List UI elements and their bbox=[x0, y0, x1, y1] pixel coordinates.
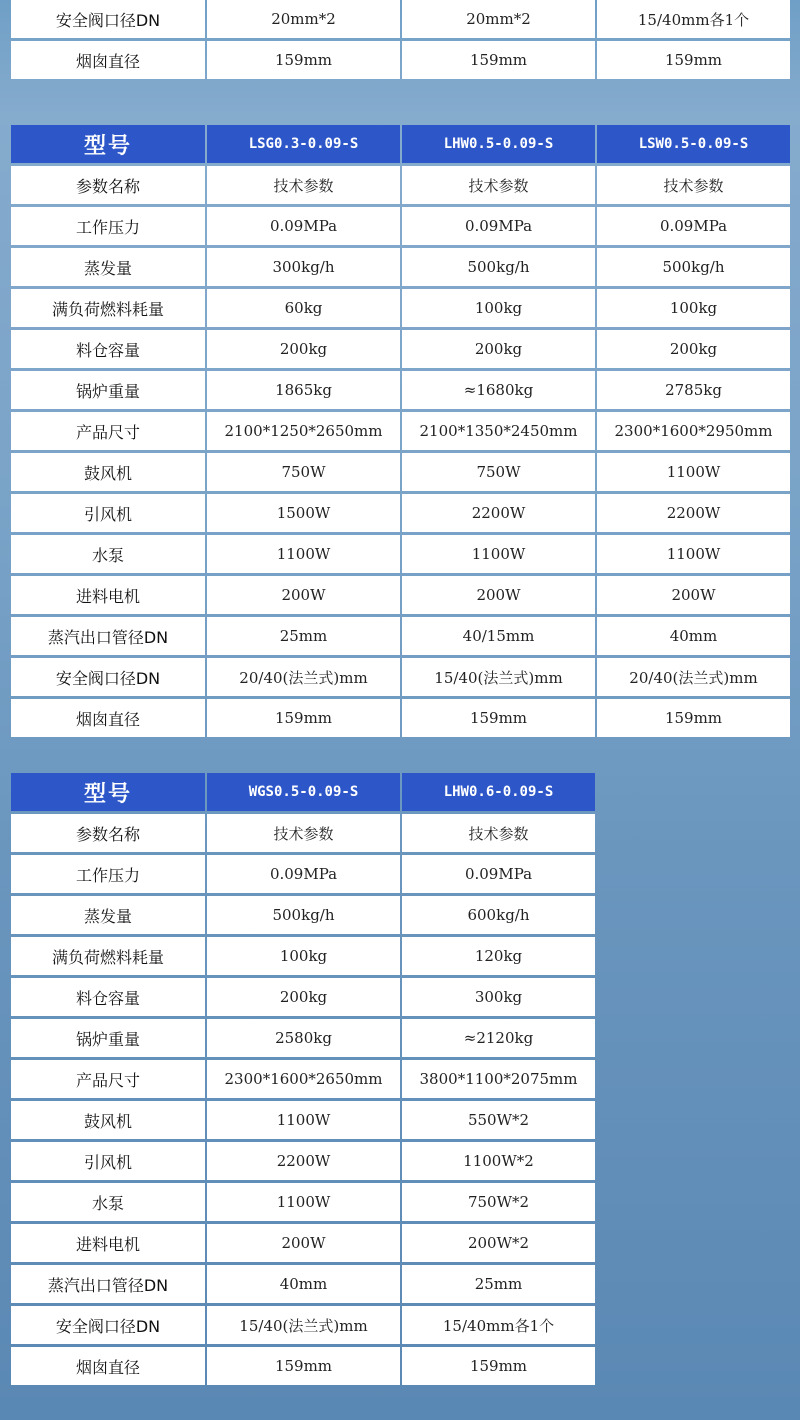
spec-table-top-partial bbox=[9, 0, 792, 82]
param-value: 159mm bbox=[597, 699, 790, 737]
param-value: 技术参数 bbox=[207, 166, 400, 204]
param-value: 1500W bbox=[207, 494, 400, 532]
param-label: 安全阀口径DN bbox=[11, 658, 205, 696]
param-label: 产品尺寸 bbox=[11, 1060, 205, 1098]
table-row bbox=[11, 166, 790, 204]
param-label: 蒸汽出口管径DN bbox=[11, 617, 205, 655]
param-value: 2580kg bbox=[207, 1019, 400, 1057]
param-label: 进料电机 bbox=[11, 1224, 205, 1262]
param-value: 100kg bbox=[597, 289, 790, 327]
param-label: 工作压力 bbox=[11, 855, 205, 893]
table-row bbox=[11, 699, 790, 737]
table-row bbox=[11, 412, 790, 450]
table-row bbox=[11, 1142, 595, 1180]
table-row bbox=[11, 41, 790, 79]
param-value: 15/40mm各1个 bbox=[597, 0, 790, 38]
param-label: 蒸汽出口管径DN bbox=[11, 1265, 205, 1303]
param-value: 100kg bbox=[207, 937, 400, 975]
param-value: 3800*1100*2075mm bbox=[402, 1060, 595, 1098]
param-value: 200W bbox=[207, 1224, 400, 1262]
param-value: 25mm bbox=[402, 1265, 595, 1303]
table-row bbox=[11, 855, 595, 893]
param-label: 引风机 bbox=[11, 1142, 205, 1180]
param-label: 引风机 bbox=[11, 494, 205, 532]
param-value: 15/40(法兰式)mm bbox=[402, 658, 595, 696]
spec-table-1 bbox=[9, 122, 792, 740]
param-label: 锅炉重量 bbox=[11, 1019, 205, 1057]
param-value: ≈1680kg bbox=[402, 371, 595, 409]
param-value: 750W*2 bbox=[402, 1183, 595, 1221]
param-value: 40/15mm bbox=[402, 617, 595, 655]
table-row bbox=[11, 1265, 595, 1303]
table-row bbox=[11, 1019, 595, 1057]
param-value: 550W*2 bbox=[402, 1101, 595, 1139]
param-value: 750W bbox=[402, 453, 595, 491]
param-label: 产品尺寸 bbox=[11, 412, 205, 450]
param-value: 200W bbox=[402, 576, 595, 614]
table-row bbox=[11, 453, 790, 491]
table-body bbox=[11, 0, 790, 79]
param-label: 烟囱直径 bbox=[11, 41, 205, 79]
table-row bbox=[11, 978, 595, 1016]
param-label: 鼓风机 bbox=[11, 1101, 205, 1139]
param-value: 159mm bbox=[207, 1347, 400, 1385]
param-value: 20mm*2 bbox=[402, 0, 595, 38]
param-value: 500kg/h bbox=[597, 248, 790, 286]
param-label: 满负荷燃料耗量 bbox=[11, 937, 205, 975]
table-row bbox=[11, 1347, 595, 1385]
table-row bbox=[11, 535, 790, 573]
table-row bbox=[11, 937, 595, 975]
param-label: 蒸发量 bbox=[11, 896, 205, 934]
table-row bbox=[11, 617, 790, 655]
param-value: 0.09MPa bbox=[402, 855, 595, 893]
param-value: 15/40(法兰式)mm bbox=[207, 1306, 400, 1344]
param-value: 300kg bbox=[402, 978, 595, 1016]
param-value: 159mm bbox=[207, 699, 400, 737]
param-value: 1100W bbox=[402, 535, 595, 573]
param-label: 水泵 bbox=[11, 1183, 205, 1221]
param-value: 40mm bbox=[207, 1265, 400, 1303]
table-row bbox=[11, 494, 790, 532]
param-value: 15/40mm各1个 bbox=[402, 1306, 595, 1344]
param-label: 蒸发量 bbox=[11, 248, 205, 286]
model-name: LSG0.3-0.09-S bbox=[207, 125, 400, 163]
param-label: 工作压力 bbox=[11, 207, 205, 245]
param-label: 安全阀口径DN bbox=[11, 1306, 205, 1344]
param-value: 技术参数 bbox=[402, 814, 595, 852]
param-value: 2200W bbox=[597, 494, 790, 532]
param-value: 25mm bbox=[207, 617, 400, 655]
param-value: 1100W*2 bbox=[402, 1142, 595, 1180]
table-row bbox=[11, 1183, 595, 1221]
model-name: LHW0.5-0.09-S bbox=[402, 125, 595, 163]
param-value: 1865kg bbox=[207, 371, 400, 409]
param-value: 2200W bbox=[402, 494, 595, 532]
table-header-row bbox=[11, 125, 790, 163]
table-row bbox=[11, 207, 790, 245]
table-row bbox=[11, 330, 790, 368]
param-value: 2200W bbox=[207, 1142, 400, 1180]
param-value: 40mm bbox=[597, 617, 790, 655]
table-row bbox=[11, 0, 790, 38]
spec-table-2 bbox=[9, 770, 597, 1388]
param-label: 烟囱直径 bbox=[11, 1347, 205, 1385]
table-body bbox=[11, 773, 595, 1385]
table-row bbox=[11, 1224, 595, 1262]
table-row bbox=[11, 248, 790, 286]
param-value: 159mm bbox=[402, 41, 595, 79]
param-label: 水泵 bbox=[11, 535, 205, 573]
param-value: 1100W bbox=[597, 453, 790, 491]
param-value: 750W bbox=[207, 453, 400, 491]
param-value: 159mm bbox=[597, 41, 790, 79]
param-value: 技术参数 bbox=[597, 166, 790, 204]
param-value: 1100W bbox=[207, 535, 400, 573]
table-row bbox=[11, 814, 595, 852]
param-value: 1100W bbox=[597, 535, 790, 573]
model-header-label: 型号 bbox=[11, 773, 205, 811]
param-value: 20/40(法兰式)mm bbox=[207, 658, 400, 696]
param-value: 2300*1600*2950mm bbox=[597, 412, 790, 450]
param-label: 参数名称 bbox=[11, 166, 205, 204]
param-value: 1100W bbox=[207, 1183, 400, 1221]
param-value: 20mm*2 bbox=[207, 0, 400, 38]
param-value: 159mm bbox=[402, 699, 595, 737]
param-value: 200W bbox=[207, 576, 400, 614]
param-label: 料仓容量 bbox=[11, 330, 205, 368]
param-value: ≈2120kg bbox=[402, 1019, 595, 1057]
model-header-label: 型号 bbox=[11, 125, 205, 163]
param-value: 1100W bbox=[207, 1101, 400, 1139]
param-value: 100kg bbox=[402, 289, 595, 327]
param-label: 参数名称 bbox=[11, 814, 205, 852]
param-value: 500kg/h bbox=[402, 248, 595, 286]
param-value: 200kg bbox=[402, 330, 595, 368]
param-value: 技术参数 bbox=[402, 166, 595, 204]
table-row bbox=[11, 1306, 595, 1344]
table-body bbox=[11, 125, 790, 737]
param-value: 0.09MPa bbox=[402, 207, 595, 245]
param-value: 0.09MPa bbox=[597, 207, 790, 245]
param-label: 满负荷燃料耗量 bbox=[11, 289, 205, 327]
table-row bbox=[11, 1060, 595, 1098]
param-value: 200W*2 bbox=[402, 1224, 595, 1262]
param-label: 鼓风机 bbox=[11, 453, 205, 491]
model-name: LHW0.6-0.09-S bbox=[402, 773, 595, 811]
param-label: 锅炉重量 bbox=[11, 371, 205, 409]
param-value: 2100*1250*2650mm bbox=[207, 412, 400, 450]
param-value: 159mm bbox=[402, 1347, 595, 1385]
param-value: 500kg/h bbox=[207, 896, 400, 934]
table-row bbox=[11, 896, 595, 934]
model-name: WGS0.5-0.09-S bbox=[207, 773, 400, 811]
param-value: 0.09MPa bbox=[207, 207, 400, 245]
param-value: 2785kg bbox=[597, 371, 790, 409]
param-label: 烟囱直径 bbox=[11, 699, 205, 737]
model-name: LSW0.5-0.09-S bbox=[597, 125, 790, 163]
table-row bbox=[11, 658, 790, 696]
table-row bbox=[11, 576, 790, 614]
param-value: 2300*1600*2650mm bbox=[207, 1060, 400, 1098]
param-value: 60kg bbox=[207, 289, 400, 327]
param-value: 600kg/h bbox=[402, 896, 595, 934]
param-label: 料仓容量 bbox=[11, 978, 205, 1016]
param-value: 2100*1350*2450mm bbox=[402, 412, 595, 450]
param-value: 200kg bbox=[207, 978, 400, 1016]
param-label: 进料电机 bbox=[11, 576, 205, 614]
table-row bbox=[11, 371, 790, 409]
param-value: 技术参数 bbox=[207, 814, 400, 852]
param-value: 300kg/h bbox=[207, 248, 400, 286]
param-value: 20/40(法兰式)mm bbox=[597, 658, 790, 696]
param-value: 0.09MPa bbox=[207, 855, 400, 893]
param-value: 120kg bbox=[402, 937, 595, 975]
param-value: 200kg bbox=[207, 330, 400, 368]
param-label: 安全阀口径DN bbox=[11, 0, 205, 38]
table-row bbox=[11, 1101, 595, 1139]
table-header-row bbox=[11, 773, 595, 811]
table-row bbox=[11, 289, 790, 327]
param-value: 159mm bbox=[207, 41, 400, 79]
param-value: 200kg bbox=[597, 330, 790, 368]
param-value: 200W bbox=[597, 576, 790, 614]
